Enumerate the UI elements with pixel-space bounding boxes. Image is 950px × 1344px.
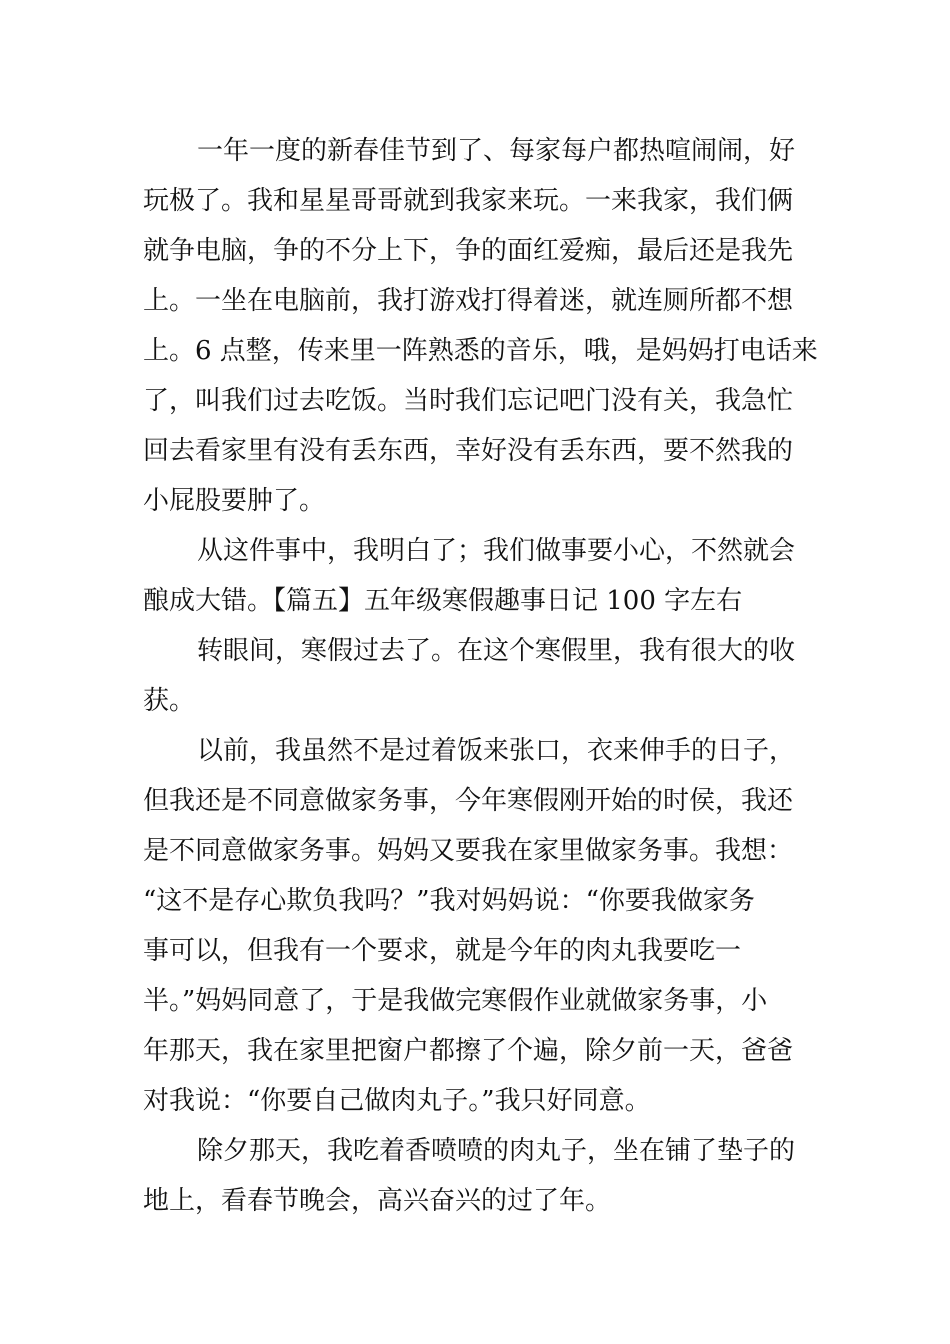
text-line-18: 半。”妈妈同意了，于是我做完寒假作业就做家务事，小 — [143, 986, 768, 1016]
text-line-20: 对我说：“你要自己做肉丸子。”我只好同意。 — [143, 1086, 651, 1116]
article-body — [143, 126, 818, 1226]
text-line-10: 酿成大错。【篇五】五年级寒假趣事日记 100 字左右 — [143, 586, 743, 616]
text-line-22: 地上，看春节晚会，高兴奋兴的过了年。 — [143, 1186, 612, 1216]
text-line-9: 从这件事中，我明白了；我们做事要小心，不然就会 — [197, 536, 796, 566]
text-line-19: 年那天，我在家里把窗户都擦了个遍，除夕前一天，爸爸 — [143, 1036, 794, 1066]
text-line-3: 就争电脑，争的不分上下，争的面红爱痴，最后还是我先 — [143, 236, 794, 266]
text-line-8: 小屁股要肿了。 — [143, 486, 326, 516]
text-line-11: 转眼间，寒假过去了。在这个寒假里，我有很大的收 — [197, 636, 796, 666]
text-line-6: 了，叫我们过去吃饭。当时我们忘记吧门没有关，我急忙 — [143, 386, 794, 416]
text-line-17: 事可以，但我有一个要求，就是今年的肉丸我要吃一 — [143, 936, 742, 966]
text-line-2: 玩极了。我和星星哥哥就到我家来玩。一来我家，我们俩 — [143, 186, 794, 216]
text-line-1: 一年一度的新春佳节到了、每家每户都热喧闹闹，好 — [197, 136, 796, 166]
text-line-15: 是不同意做家务事。妈妈又要我在家里做家务事。我想： — [143, 836, 794, 866]
text-line-16: “这不是存心欺负我吗？”我对妈妈说：“你要我做家务 — [143, 886, 755, 916]
text-line-4: 上。一坐在电脑前，我打游戏打得着迷，就连厕所都不想 — [143, 286, 794, 316]
text-line-12: 获。 — [143, 686, 196, 716]
text-line-14: 但我还是不同意做家务事，今年寒假刚开始的时侯，我还 — [143, 786, 794, 816]
text-line-5: 上。6 点整，传来里一阵熟悉的音乐，哦，是妈妈打电话来 — [143, 336, 818, 366]
text-line-13: 以前，我虽然不是过着饭来张口，衣来伸手的日子， — [197, 736, 796, 766]
text-line-7: 回去看家里有没有丢东西，幸好没有丢东西，要不然我的 — [143, 436, 794, 466]
text-line-21: 除夕那天，我吃着香喷喷的肉丸子，坐在铺了垫子的 — [197, 1136, 796, 1166]
